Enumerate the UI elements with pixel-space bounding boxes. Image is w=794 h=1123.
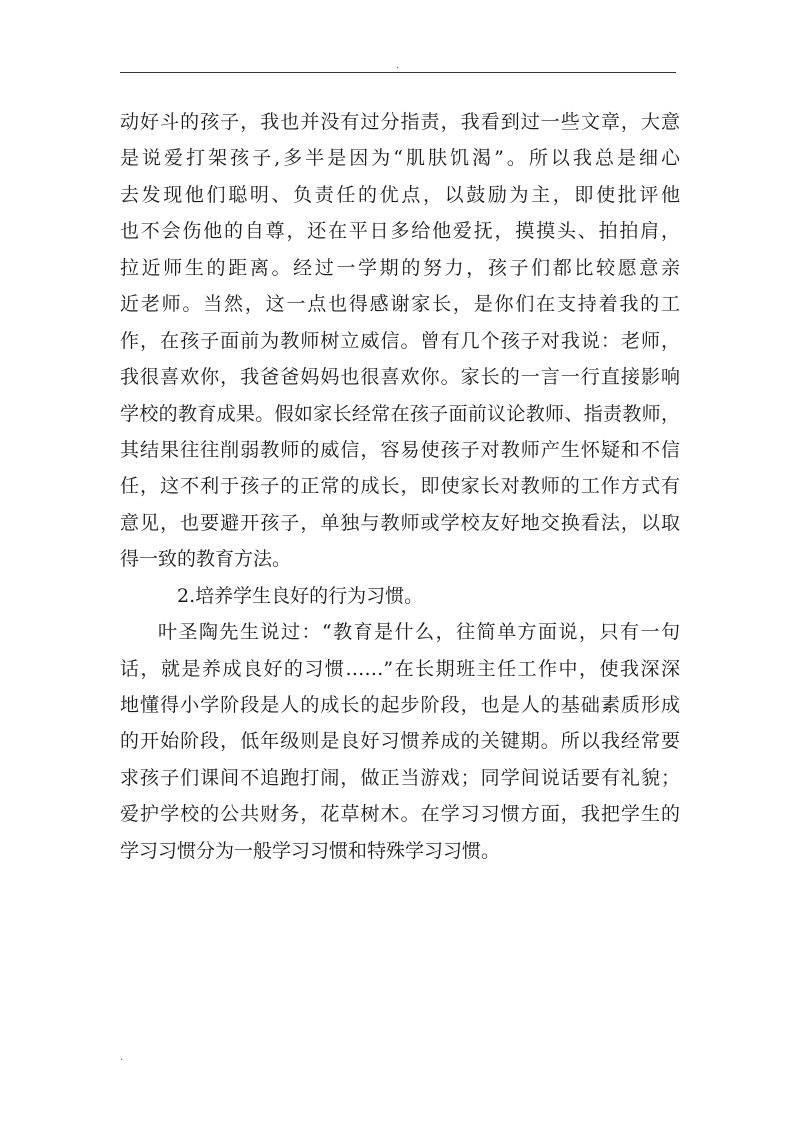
text-line: 学习习惯分为一般学习习惯和特殊学习习惯。	[120, 839, 501, 862]
text-line: 是说爱打架孩子,多半是因为“肌肤饥渴”。所以我总是细心	[120, 147, 680, 170]
text-line: 近老师。当然，这一点也得感谢家长，是你们在支持着我的工	[120, 293, 680, 316]
header-mark: .	[396, 60, 400, 71]
text-line: 求孩子们课间不追跑打闹，做正当游戏；同学间说话要有礼貌；	[120, 766, 680, 789]
text-line: 去发现他们聪明、负责任的优点，以鼓励为主，即使批评他	[120, 183, 680, 206]
text-line: 动好斗的孩子，我也并没有过分指责，我看到过一些文章，大意	[120, 111, 680, 133]
text-line: 意见，也要避开孩子，单独与教师或学校友好地交换看法，以取	[120, 511, 680, 534]
text-line: 话，就是养成良好的习惯……”在长期班主任工作中，使我深深	[120, 657, 680, 680]
text-line: 地懂得小学阶段是人的成长的起步阶段，也是人的基础素质形成	[120, 694, 680, 716]
text-line: 也不会伤他的自尊，还在平日多给他爱抚，摸摸头、拍拍肩，	[120, 220, 680, 243]
footer-mark: .	[120, 1052, 124, 1063]
text-line: 学校的教育成果。假如家长经常在孩子面前议论教师、指责教师，	[120, 402, 680, 425]
text-line: 任，这不利于孩子的正常的成长，即使家长对教师的工作方式有	[120, 475, 680, 498]
text-line: 的开始阶段，低年级则是良好习惯养成的关键期。所以我经常要	[120, 730, 680, 753]
text-line: 爱护学校的公共财务，花草树木。在学习习惯方面，我把学生的	[120, 803, 680, 826]
text-line: 拉近师生的距离。经过一学期的努力，孩子们都比较愿意亲	[120, 256, 680, 279]
text-line: 我很喜欢你，我爸爸妈妈也很喜欢你。家长的一言一行直接影响	[120, 366, 680, 389]
text-line: 叶圣陶先生说过：“教育是什么，往简单方面说，只有一句	[158, 621, 680, 644]
text-line: 其结果往往削弱教师的威信，容易使孩子对教师产生怀疑和不信	[120, 438, 680, 461]
text-line: 作，在孩子面前为教师树立威信。曾有几个孩子对我说：老师，	[120, 329, 680, 352]
header-rule	[120, 72, 676, 73]
text-line: 得一致的教育方法。	[120, 548, 292, 571]
section-heading: 2.培养学生良好的行为习惯。	[177, 584, 424, 607]
document-body	[120, 104, 680, 869]
